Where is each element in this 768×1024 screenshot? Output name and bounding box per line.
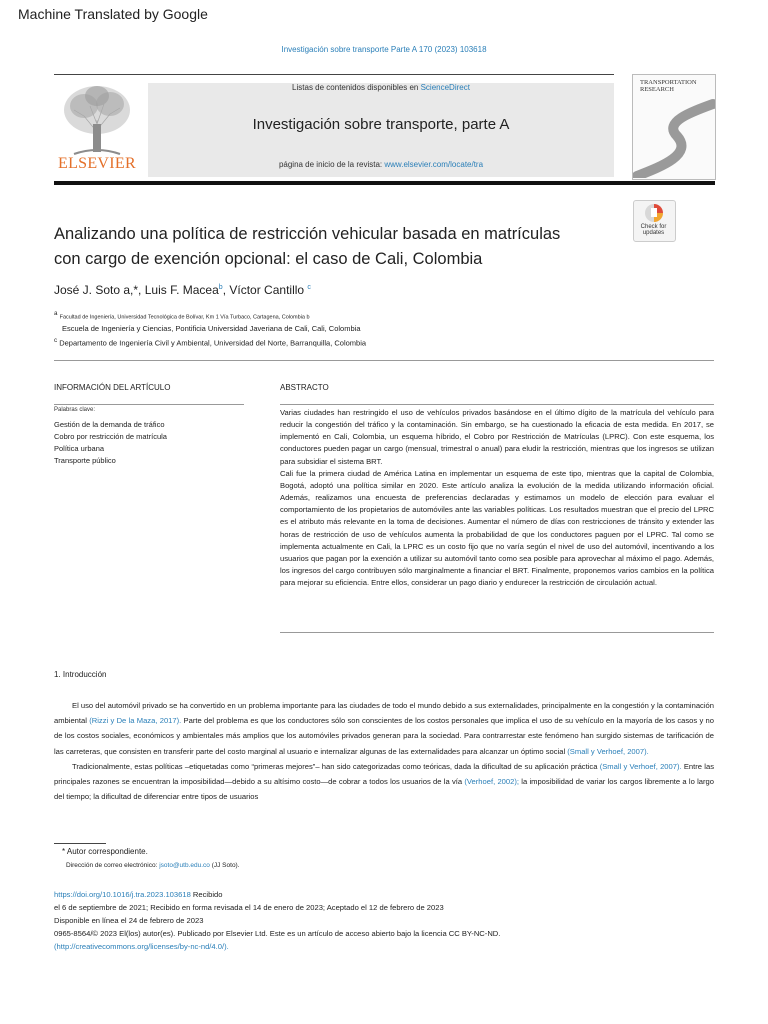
abstract-body	[280, 407, 714, 589]
journal-homepage-line	[148, 160, 614, 169]
intro-paragraph	[54, 759, 714, 805]
abstract-bottom-rule	[280, 632, 714, 633]
license-link[interactable]: (http://creativecommons.org/licenses/by-nc-nd/4.0/).	[54, 942, 229, 951]
received-word: Recibido	[190, 890, 223, 899]
introduction-heading: 1. Introducción	[54, 670, 107, 679]
keywords-label: Palabras clave:	[54, 407, 96, 413]
check-label-line2: updates	[642, 230, 665, 236]
author-cantillo[interactable]: Víctor Cantillo	[229, 283, 305, 297]
cover-title-line2: RESEARCH	[640, 86, 674, 93]
homepage-prefix: página de inicio de la revista:	[278, 160, 385, 169]
citation-link[interactable]: (Rizzi y De la Maza, 2017).	[89, 716, 182, 726]
journal-title: Investigación sobre transporte, parte A	[252, 116, 510, 133]
abstract-heading: ABSTRACTO	[280, 383, 329, 392]
intro-text: la imposibilidad de variar los cargos libremente a lo largo del tiempo; la dificultad de diferenciar entre tipos de usuarios	[54, 777, 714, 802]
corresponding-author-note: * Autor correspondiente.	[62, 847, 148, 856]
affil-a-mark: a	[54, 310, 58, 317]
affiliation-a	[54, 310, 310, 321]
article-info-heading: INFORMACIÓN DEL ARTÍCULO	[54, 383, 171, 392]
copyright-line: 0965-8564/© 2023 El(los) autor(es). Publicado por Elsevier Ltd. Este es un artículo de acceso abierto bajo la licencia CC BY-NC-ND.	[54, 929, 501, 938]
abstract-rule	[280, 404, 714, 405]
affil-a-text: Facultad de Ingeniería, Universidad Tecnológica de Bolívar, Km 1 Vía Turbaco, Cartagena, Colombia b	[59, 314, 310, 321]
email-prefix: Dirección de correo electrónico:	[66, 862, 160, 869]
check-label-line1: Check for	[640, 224, 667, 230]
cover-title-line1: TRANSPORTATION	[640, 79, 697, 86]
author-list	[54, 283, 311, 297]
article-title-line2: con cargo de exención opcional: el caso de Cali, Colombia	[54, 250, 483, 268]
intro-text: Entre las principales razones se encuentran la imposibilidad—debido a su altísimo costo—de cobrar a todos los usuarios de la vía	[54, 761, 714, 787]
affiliation-b: Escuela de Ingeniería y Ciencias, Pontificia Universidad Javeriana de Cali, Cali, Colombia	[62, 324, 361, 333]
license-line	[54, 940, 500, 953]
keyword-item: Gestión de la demanda de tráfico	[54, 420, 165, 429]
abstract-paragraph: Varias ciudades han restringido el uso de vehículos privados basándose en el último dígito de la matrícula del vehículo para reducir la congestión del tráfico y la contaminación. Sin embargo, se ha cuestionado la eficacia de esta medida. En 2017, se implementó en Cali, Colombia, un esquema híbrido, el Cobro por Restricción de Matrículas (LPRC). Con este esquema, los conductores pueden pagar un cargo (mensual, trimestral o anual) para eludir la restricción, mientras que los ingresos se utilizan para subsidiar el sistema BRT.	[280, 408, 714, 466]
keyword-item: Transporte público	[54, 456, 116, 465]
keyword-item: Cobro por restricción de matrícula	[54, 432, 167, 441]
publication-metadata	[54, 888, 500, 953]
article-title-line1: Analizando una política de restricción vehicular basada en matrículas	[54, 225, 561, 243]
header-bottom-rule	[54, 181, 715, 185]
intro-paragraph	[54, 698, 714, 759]
author-separator: ,	[138, 283, 142, 297]
citation-link[interactable]: (Verhoef, 2002);	[464, 777, 519, 787]
doi-line	[54, 888, 500, 901]
citation-link[interactable]: (Small y Verhoef, 2007).	[599, 761, 682, 771]
footnote-rule	[54, 843, 106, 844]
author-soto[interactable]: José J. Soto a,*	[54, 283, 139, 297]
elsevier-wordmark: ELSEVIER	[58, 155, 136, 172]
check-for-updates-label	[633, 224, 674, 236]
email-link[interactable]: jsoto@utb.edu.co	[159, 862, 210, 869]
keyword-item: Política urbana	[54, 444, 105, 453]
intro-text: El uso del automóvil privado se ha convertido en un problema importante para las ciudades de todo el mundo debido a sus externalidades, principalmente en la congestión y la contaminación ambiental	[54, 701, 714, 726]
section-divider	[54, 360, 714, 361]
abstract-paragraph: Cali fue la primera ciudad de América Latina en implementar un esquema de este tipo, mientras que la capital de Colombia, Bogotá, adoptó una política similar en 2020. Este artículo analiza la evolución de la medida utilizando información oficial. Además, realizamos una encuesta de preferencias declaradas y estimamos un modelo de elección para evaluar el comportamiento de los propietarios de automóviles ante las variables políticas. Los resultados muestran que el precio del LPRC es el atributo más relevante en la toma de decisiones. Aumentar el número de días con restricciones de tránsito y extender las horas de restricción de uso de vehículos aumenta la probabilidad de que los conductores paguen por el LPRC. Tal como se implementa actualmente en Cali, la LPRC es un costo fijo que no varía según el nivel de uso del automóvil, incentivando a los usuarios que pagan por la exención a utilizar su automóvil tanto como sea posible para aprovechar al máximo el pago. Además, los ingresos del cargo contribuyen sólo marginalmente a financiar el BRT. Finalmente, proponemos varios cambios en la política para mejorar su eficiencia. Entre ellos, considerar un pago diario y endurecer la restricción de circulación actual.	[280, 468, 714, 588]
contents-prefix: Listas de contenidos disponibles en	[292, 83, 421, 92]
sciencedirect-link[interactable]: ScienceDirect	[420, 83, 470, 92]
email-note	[66, 862, 240, 869]
affil-c-text: Departamento de Ingeniería Civil y Ambiental, Universidad del Norte, Barranquilla, Colombia	[59, 338, 367, 348]
contents-line	[148, 83, 614, 92]
check-updates-icon	[644, 203, 664, 223]
author-cantillo-affil-mark: c	[307, 284, 311, 291]
journal-reference-link[interactable]: Investigación sobre transporte Parte A 170 (2023) 103618	[281, 45, 487, 54]
machine-translation-banner: Machine Translated by Google	[18, 6, 208, 22]
author-macea[interactable]: Luis F. Macea	[144, 283, 219, 297]
dates-line: el 6 de septiembre de 2021; Recibido en forma revisada el 14 de enero de 2023; Aceptado el 12 de febrero de 2023	[54, 903, 444, 912]
doi-link[interactable]: https://doi.org/10.1016/j.tra.2023.103618	[54, 890, 191, 899]
author-macea-affil-mark: b	[218, 284, 223, 291]
introduction-body	[54, 698, 714, 804]
article-info-rule	[54, 404, 244, 405]
affiliation-c	[54, 337, 366, 348]
email-suffix: (JJ Soto).	[209, 862, 240, 869]
online-date-line: Disponible en línea el 24 de febrero de 2023	[54, 916, 204, 925]
cover-title	[640, 79, 716, 93]
article-title	[54, 222, 624, 272]
cover-road-icon	[633, 96, 715, 178]
intro-text: Parte del problema es que los conductores sólo son conscientes de los costos personales que implica el uso de su vehículo en la mayoría de los casos y no de los costos sociales, económicos y ambientales más amplios que los automóviles privados generan para la sociedad. Para contrarrestar este fenómeno han surgido sistemas de tarificación de las carreteras, que consisten en transferir parte del costo marginal al usuario e internalizar algunas de las externalidades para alcanzar un óptimo social	[54, 716, 714, 756]
affil-c-mark: c	[54, 337, 58, 344]
intro-text: Tradicionalmente, estas políticas –etiquetadas como “primeras mejores”– han sido categorizadas como teóricas, dada la dificultad de su aplicación práctica	[72, 761, 600, 771]
header-top-rule	[54, 74, 614, 75]
citation-link[interactable]: (Small y Verhoef, 2007).	[567, 746, 649, 756]
journal-homepage-link[interactable]: www.elsevier.com/locate/tra	[384, 160, 484, 169]
author-separator: ,	[222, 283, 227, 297]
